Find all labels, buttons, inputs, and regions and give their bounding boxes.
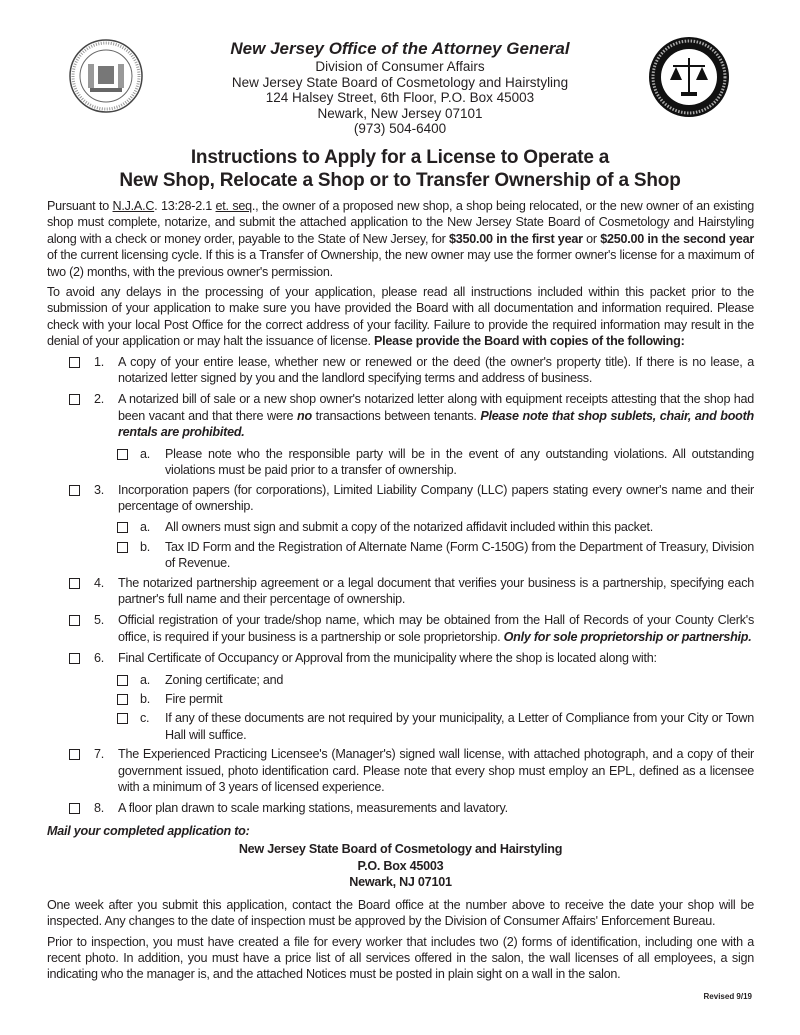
requirement-subitem xyxy=(47,539,754,572)
item-text xyxy=(118,801,508,815)
mail-heading: Mail your completed application to: xyxy=(47,823,250,838)
checkbox[interactable] xyxy=(117,675,128,686)
document-title xyxy=(0,146,800,192)
text-segment: no xyxy=(297,408,312,423)
subitem-text: Please note who the responsible party will be in the event of any outstanding violations. All outstanding violations must be paid prior to a transfer of ownership. xyxy=(165,446,754,478)
subitem-text: Tax ID Form and the Registration of Alternate Name (Form C-150G) from the Department of Treasury, Division of Revenue. xyxy=(165,539,754,571)
text-segment: transactions between tenants. xyxy=(311,408,481,423)
requirement-item xyxy=(47,612,754,645)
text-segment: A notarized bill of sale or a new shop owner's notarized letter along with equipment receipts attesting that the shop had been vacant and that there were xyxy=(118,392,754,423)
document-body xyxy=(47,198,754,987)
title-line: Instructions to Apply for a License to Operate a xyxy=(190,147,610,168)
revision-note: Revised 9/19 xyxy=(703,992,752,1001)
item-text xyxy=(118,613,754,643)
text-segment: Final Certificate of Occupancy or Approval from the municipality where the shop is located along with: xyxy=(118,651,657,666)
requirement-subitem xyxy=(47,672,754,688)
checkbox[interactable] xyxy=(117,542,128,553)
text-segment: or xyxy=(582,231,601,246)
letterhead xyxy=(0,38,800,137)
intro-paragraph xyxy=(47,198,754,280)
item-text xyxy=(118,483,754,513)
subitem-letter: a. xyxy=(140,446,151,461)
item-number: 8. xyxy=(94,801,105,816)
subitem-letter: a. xyxy=(140,672,151,687)
requirement-item xyxy=(47,746,754,795)
item-number: 3. xyxy=(94,482,105,497)
text-segment: Pursuant to xyxy=(47,199,113,213)
item-text xyxy=(118,747,754,794)
subitem-letter: a. xyxy=(140,520,151,535)
requirement-subitem xyxy=(47,710,754,743)
checkbox[interactable] xyxy=(69,749,80,760)
text-segment: The Experienced Practicing Licensee's (Manager's) signed wall license, with attached photograph, and a copy of their government issued, photo identification card. Please note that every shop must employ an EPL, defined as a licensee with a minimum of 3 years of licensed experience. xyxy=(118,747,754,794)
text-segment: Incorporation papers (for corporations), Limited Liability Company (LLC) papers stating every owner's name and their percentage of ownership. xyxy=(118,482,754,513)
item-number: 5. xyxy=(94,613,105,628)
text-segment: et. seq xyxy=(215,199,252,213)
agency-name: New Jersey Office of the Attorney General xyxy=(230,39,570,58)
title-line: New Shop, Relocate a Shop or to Transfer Ownership of a Shop xyxy=(119,170,681,191)
text-segment: N.J.A.C xyxy=(112,199,155,213)
mailing-address xyxy=(47,841,754,891)
requirement-item xyxy=(47,575,754,608)
requirement-subitem xyxy=(47,519,754,535)
item-text xyxy=(118,355,754,385)
address-line: New Jersey State Board of Cosmetology and Hairstyling xyxy=(238,842,563,857)
text-segment: . 13:28-2.1 xyxy=(154,199,216,213)
division-line: Division of Consumer Affairs xyxy=(315,59,485,74)
phone-number: (973) 504-6400 xyxy=(353,121,447,136)
intro-paragraph xyxy=(47,284,754,350)
subitem-letter: b. xyxy=(140,691,151,706)
requirement-item xyxy=(47,800,754,816)
text-segment: A floor plan drawn to scale marking stations, measurements and lavatory. xyxy=(118,801,508,816)
board-line: New Jersey State Board of Cosmetology and Hairstyling xyxy=(231,74,569,90)
text-segment: Please provide the Board with copies of the following: xyxy=(374,334,685,349)
item-number: 4. xyxy=(94,575,105,590)
item-text xyxy=(118,651,657,665)
text-segment: Please note that shop sublets, chair, and booth rentals are prohibited. xyxy=(118,408,754,440)
subitem-text: All owners must sign and submit a copy of the notarized affidavit included within this packet. xyxy=(165,520,653,535)
subitem-text: Zoning certificate; and xyxy=(165,672,284,687)
closing-paragraph: Prior to inspection, you must have created a file for every worker that includes two (2) forms of identification, including one with a recent photo. In addition, you must have a price list of all services offered in the salon, the wall licenses of all employees, a sign indicating who the manager is, and the attached Notices must be posted in plain sight on a wall in the salon. xyxy=(47,934,754,982)
checkbox[interactable] xyxy=(117,713,128,724)
subitem-letter: b. xyxy=(140,539,151,554)
requirement-item xyxy=(47,482,754,515)
text-segment: Official registration of your trade/shop name, which may be obtained from the Hall of Records of your County Clerk's office, is required if your business is a partnership or sole proprietorship. xyxy=(118,613,754,644)
item-number: 2. xyxy=(94,392,105,407)
checkbox[interactable] xyxy=(117,522,128,533)
text-segment: $350.00 in the first year xyxy=(449,231,583,246)
requirement-item xyxy=(47,391,754,440)
street-address: 124 Halsey Street, 6th Floor, P.O. Box 45003 xyxy=(265,90,535,105)
checkbox[interactable] xyxy=(117,449,128,460)
item-number: 6. xyxy=(94,651,105,666)
requirement-item xyxy=(47,650,754,666)
text-segment: The notarized partnership agreement or a legal document that verifies your business is a partnership, specifying each partner's full name and their percentage of ownership. xyxy=(118,575,754,606)
city-address: Newark, New Jersey 07101 xyxy=(317,105,483,121)
item-number: 7. xyxy=(94,747,105,762)
checkbox[interactable] xyxy=(69,615,80,626)
item-number: 1. xyxy=(94,354,105,369)
checkbox[interactable] xyxy=(69,803,80,814)
requirement-subitem xyxy=(47,691,754,707)
requirement-item xyxy=(47,354,754,387)
item-text xyxy=(118,392,754,439)
checkbox[interactable] xyxy=(69,578,80,589)
subitem-text: If any of these documents are not required by your municipality, a Letter of Compliance from your City or Town Hall will suffice. xyxy=(165,711,754,742)
subitem-letter: c. xyxy=(140,711,150,726)
text-segment: ., the owner of a proposed new shop, a shop being relocated, or the new owner of an existing shop must complete, notarize, and submit the attached application to the New Jersey State Board of Cosmetology and Hairstyling along with a check or money order, payable to the State of New Jersey, for xyxy=(47,199,754,246)
text-segment: Only for sole proprietorship or partnership. xyxy=(503,629,752,644)
text-segment: To avoid any delays in the processing of your application, please read all instructions included within this packet prior to the submission of your application to make sure you have provided the Board with all documentation and information required. Please check with your local Post Office for the correct address of your facility. Failure to provide the required information may result in the denial of your application or may halt the issuance of license. xyxy=(47,285,754,349)
checkbox[interactable] xyxy=(69,394,80,405)
address-line: P.O. Box 45003 xyxy=(357,858,444,873)
item-text xyxy=(118,576,754,606)
text-segment: of the current licensing cycle. If this is a Transfer of Ownership, the new owner may use the former owner's license for a maximum of two (2) months, with the previous owner's permission. xyxy=(47,248,754,279)
checkbox[interactable] xyxy=(69,485,80,496)
requirement-subitem xyxy=(47,446,754,479)
text-segment: A copy of your entire lease, whether new or renewed or the deed (the owner's property title). If there is no lease, a notarized letter signed by you and the landlord specifying terms and address of business. xyxy=(118,354,754,386)
address-line: Newark, NJ 07101 xyxy=(349,875,452,890)
checkbox[interactable] xyxy=(117,694,128,705)
closing-paragraph: One week after you submit this application, contact the Board office at the number above to receive the date your shop will be inspected. Any changes to the date of inspection must be approved by the Division of Consumer Affairs' Enforcement Bureau. xyxy=(47,897,754,929)
text-segment: $250.00 in the second year xyxy=(600,231,754,246)
checkbox[interactable] xyxy=(69,653,80,664)
checkbox[interactable] xyxy=(69,357,80,368)
subitem-text: Fire permit xyxy=(165,691,223,706)
